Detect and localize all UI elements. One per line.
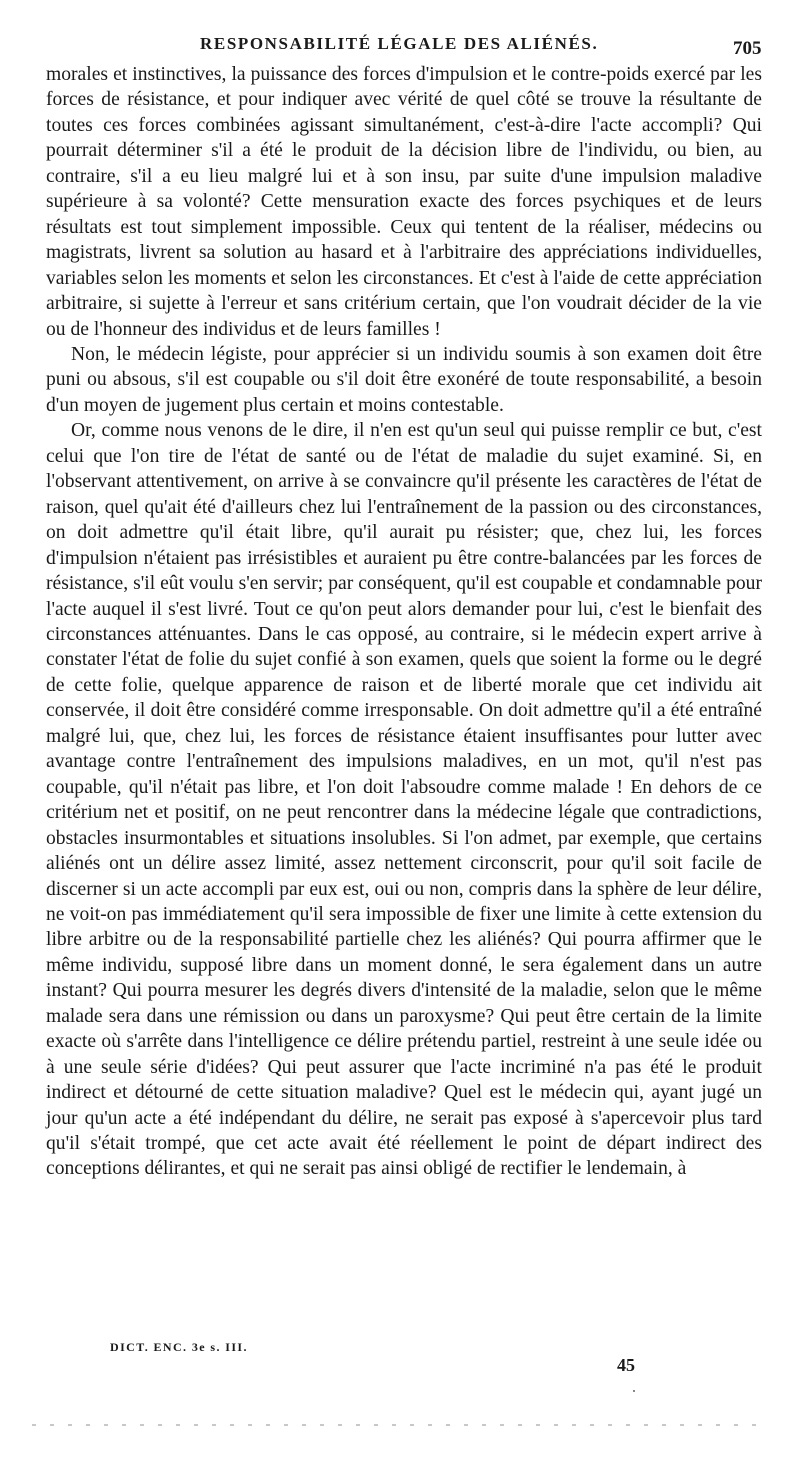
running-head: RESPONSABILITÉ LÉGALE DES ALIÉNÉS.: [200, 34, 599, 53]
body-text: [46, 62, 762, 1182]
paragraph-continuation: morales et instinctives, la puissance des forces d'impulsion et le contre-poids exercé par les forces de résistance, et pour indiquer avec vérité de quel côté se trouve la résultante de toutes ces forces combinées agissant simultanément, c'est-à-dire l'acte accompli? Qui pourrait déterminer s'il a été le produit de la décision libre de l'individu, ou bien, au contraire, s'il a eu lieu malgré lui et à son insu, par suite d'une impulsion maladive supérieure à sa volonté? Cette mensuration exacte des forces psychiques et de leurs résultats est tout simplement impossible. Ceux qui tentent de la réaliser, médecins ou magistrats, livrent sa solution au hasard et à l'arbitraire des appréciations individuelles, variables selon les moments et selon les circonstances. Et c'est à l'aide de cette appréciation arbitraire, si sujette à l'erreur et sans critérium certain, que l'on voudrait décider de la vie ou de l'honneur des individus et de leurs familles !: [46, 64, 762, 340]
signature-number: 45: [617, 1355, 635, 1375]
scan-speck: [633, 1390, 635, 1392]
bleed-through-noise: [32, 1424, 764, 1426]
paragraph: Non, le médecin légiste, pour apprécier si un individu soumis à son examen doit être puni ou absous, s'il est coupable ou s'il doit être exonéré de toute responsabilité, a besoin d'un moyen de jugement plus certain et moins contestable.: [46, 343, 762, 416]
printer-signature-mark: DICT. ENC. 3e s. III.: [110, 1340, 248, 1354]
page-number: 705: [733, 38, 762, 59]
paragraph: Or, comme nous venons de le dire, il n'en est qu'un seul qui puisse remplir ce but, c'est celui que l'on tire de l'état de santé ou de l'état de maladie du sujet examiné. Si, en l'observant attentivement, on arrive à se convaincre qu'il présente les caractères de l'état de raison, quel qu'ait été d'ailleurs chez lui l'entraînement de la passion ou des circonstances, on doit admettre qu'il était libre, qu'il aurait pu résister; que, chez lui, les forces d'impulsion n'étaient pas irrésistibles et auraient pu être contre-balancées par les forces de résistance, s'il eût voulu s'en servir; par conséquent, qu'il est coupable et condamnable pour l'acte auquel il s'est livré. Tout ce qu'on peut alors demander pour lui, c'est le bienfait des circonstances atténuantes. Dans le cas opposé, au contraire, si le médecin expert arrive à constater l'état de folie du sujet confié à son examen, quels que soient la forme ou le degré de cette folie, quelque apparence de raison et de liberté morale que cet individu ait conservée, il doit être considéré comme irresponsable. On doit admettre qu'il a été entraîné malgré lui, que, chez lui, les forces de résistance étaient insuffisantes pour lutter avec avantage contre l'entraînement des impulsions maladives, en un mot, qu'il n'est pas coupable, qu'il n'était pas libre, et l'on doit l'absoudre comme malade ! En dehors de ce critérium net et positif, on ne peut rencontrer dans la médecine légale que contradictions, obstacles insurmontables et situations insolubles. Si l'on admet, par exemple, que certains aliénés ont un délire assez limité, assez nettement circonscrit, pour qu'il soit facile de discerner si un acte accompli par eux est, oui ou non, compris dans la sphère de leur délire, ne voit-on pas immédiatement qu'il sera impossible de fixer une limite à cette extension du libre arbitre ou de la responsabilité partielle chez les aliénés? Qui pourra affirmer que le même individu, supposé libre dans un moment donné, le sera également dans un autre instant? Qui pourra mesurer les degrés divers d'intensité de la maladie, selon que le même malade sera dans une rémission ou dans un paroxysme? Qui peut être certain de la limite exacte où s'arrête dans l'intelligence ce délire prétendu partiel, restreint à une seule idée ou à une seule série d'idées? Qui peut assurer que l'acte incriminé n'a pas été le produit indirect et détourné de cette situation maladive? Quel est le médecin qui, ayant jugé un jour qu'un acte a été indépendant du délire, ne serait pas exposé à s'apercevoir plus tard qu'il s'était trompé, que cet acte avait été réellement le point de départ indirect des conceptions délirantes, et qui ne serait pas ainsi obligé de rectifier le lendemain, à: [46, 420, 762, 1180]
